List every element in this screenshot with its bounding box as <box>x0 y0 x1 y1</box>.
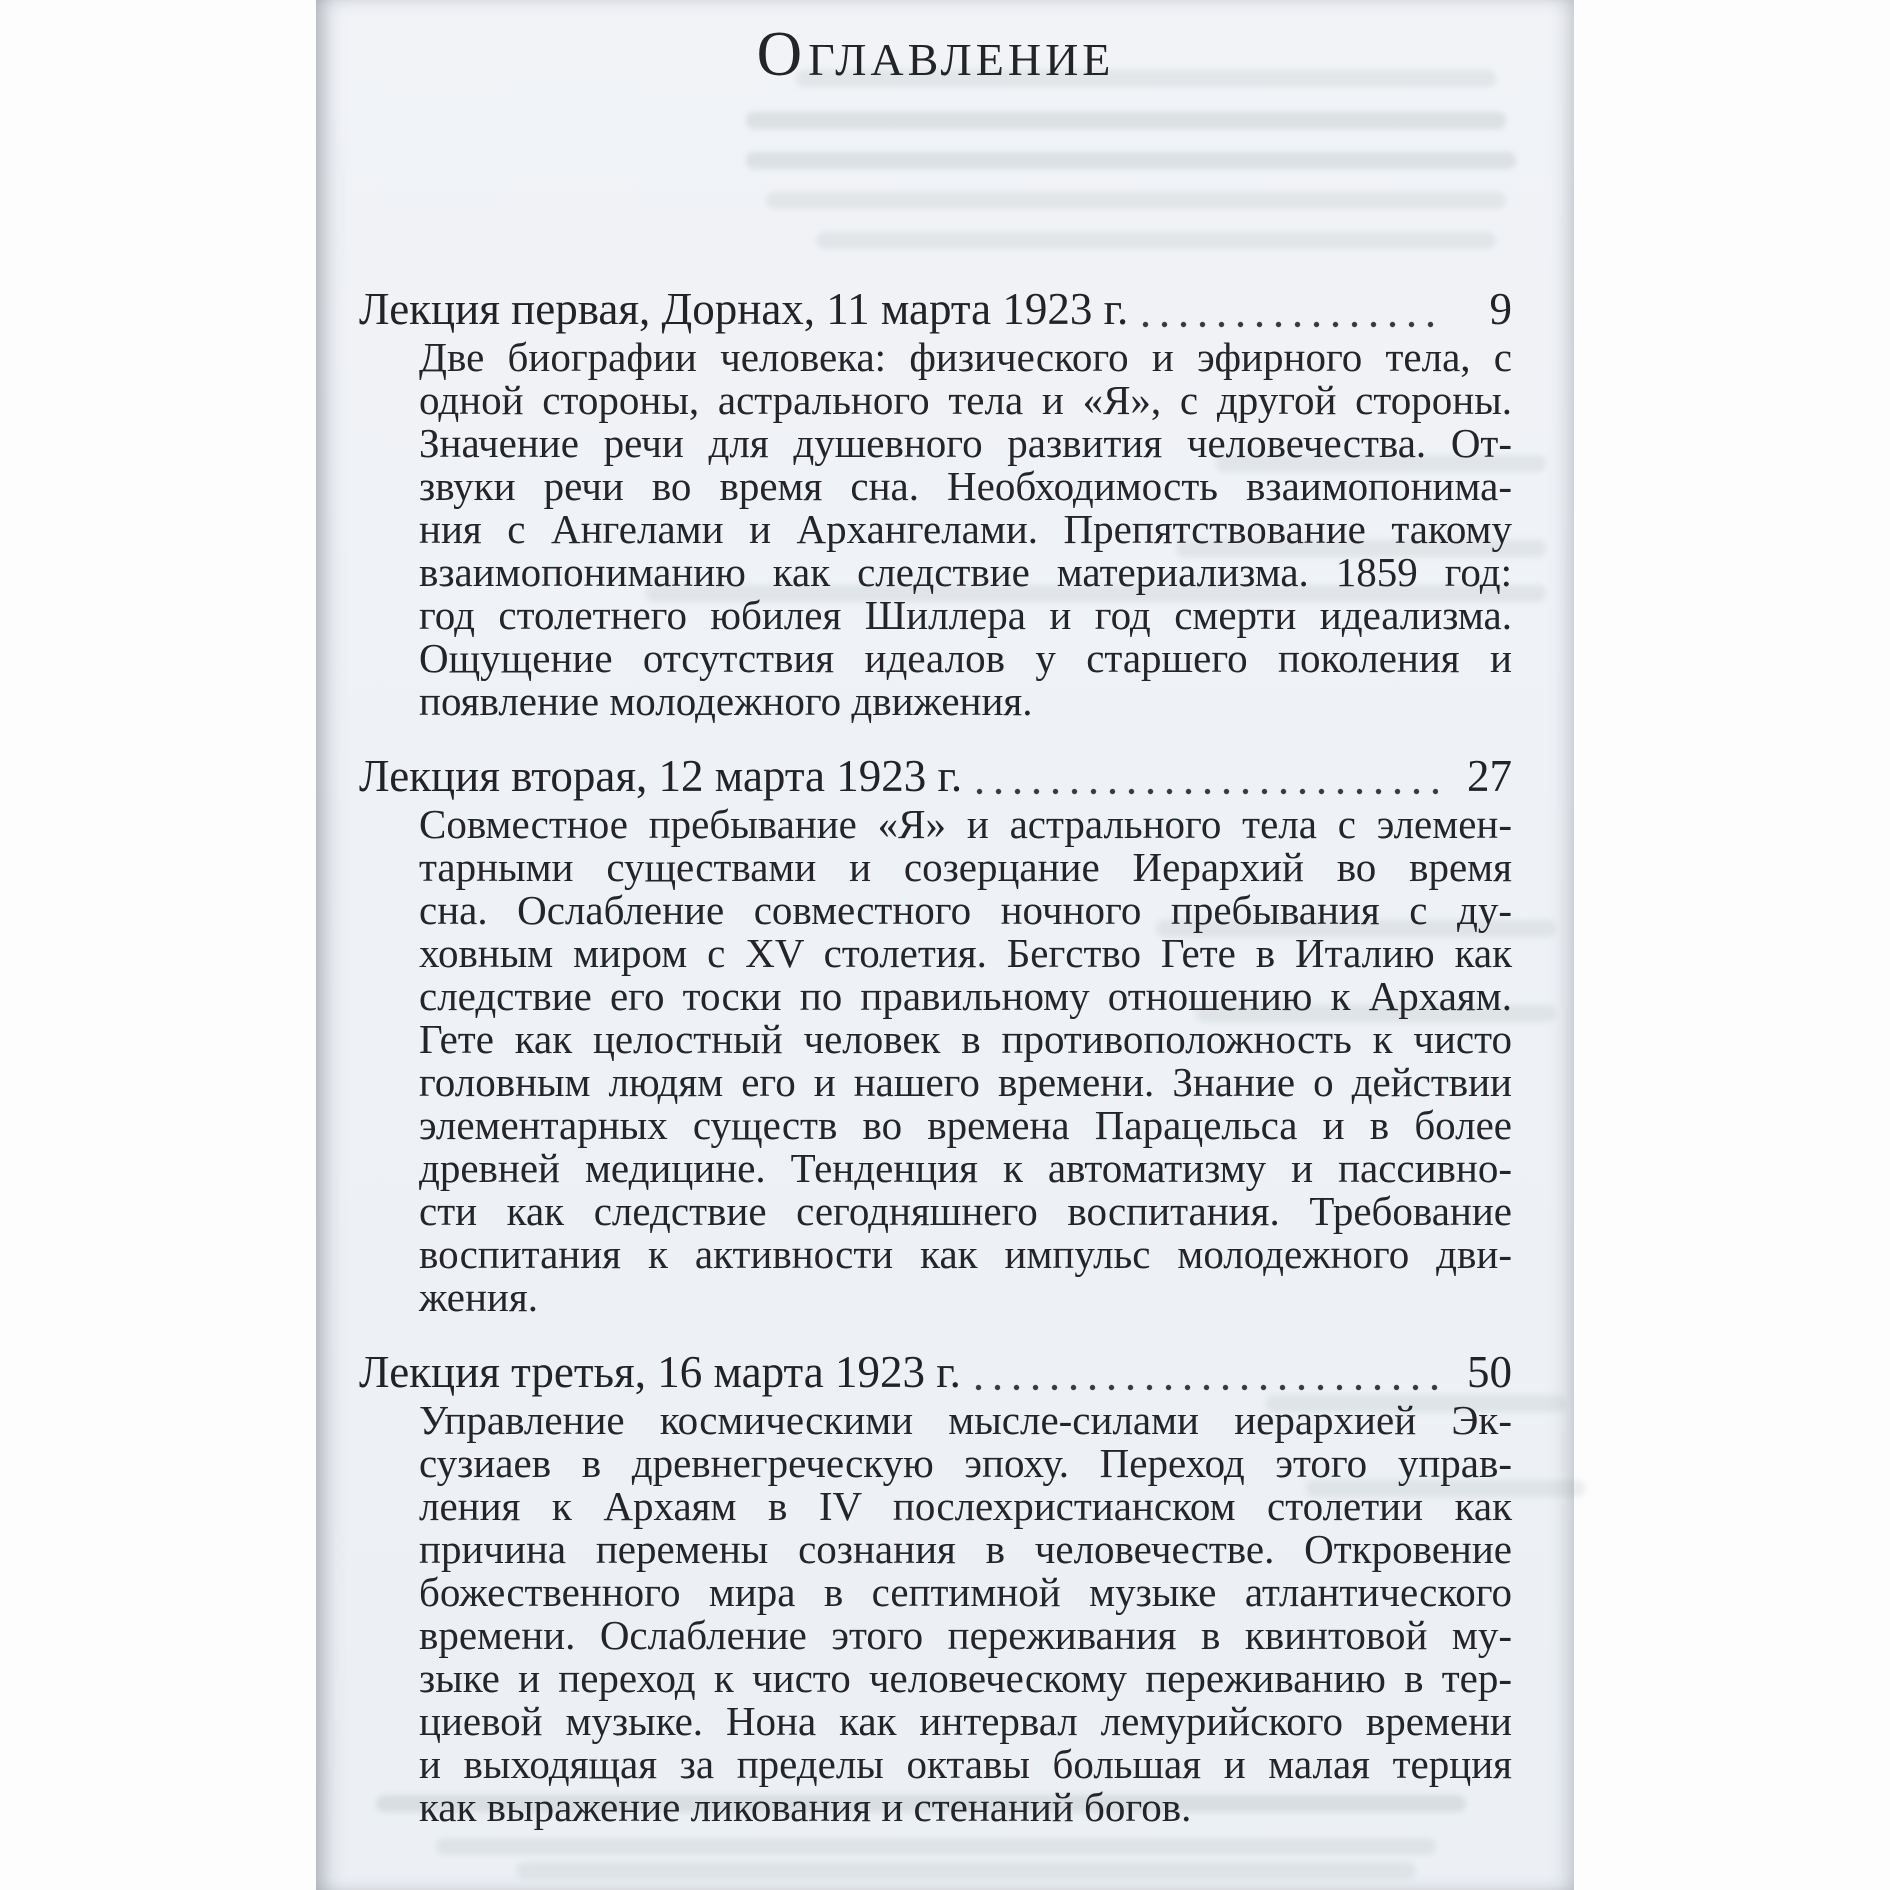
summary-line: ления к Архаям в IV послехристианском столетии как <box>419 1483 1512 1529</box>
summary-line: год столетнего юбилея Шиллера и год смерти идеализма. <box>419 592 1512 638</box>
summary-line: божественного мира в септимной музыке атлантического <box>419 1569 1512 1615</box>
summary-line: сна. Ослабление совместного ночного пребывания с ду- <box>419 887 1512 933</box>
lecture-summary <box>419 1399 1512 1829</box>
dot-leader <box>976 788 1438 795</box>
lecture-title: Лекция вторая, 12 марта 1923 г. <box>359 751 963 801</box>
summary-line: Ощущение отсутствия идеалов у старшего поколения и <box>419 635 1512 681</box>
page-title: ОГЛАВЛЕНИЕ <box>756 19 1115 89</box>
summary-line: ховным миром с XV столетия. Бегство Гете в Италию как <box>419 930 1512 976</box>
summary-line: воспитания к активности как импульс молодежного дви- <box>419 1231 1512 1277</box>
summary-line: сти как следствие сегодняшнего воспитания. Требование <box>419 1188 1512 1234</box>
toc-entry-heading <box>359 282 1512 336</box>
summary-line: ния с Ангелами и Архангелами. Препятствование такому <box>419 506 1512 552</box>
toc-entry-heading <box>359 749 1512 803</box>
summary-line: Значение речи для душевного развития человечества. От- <box>419 420 1512 466</box>
summary-line: Две биографии человека: физического и эфирного тела, с <box>419 334 1512 380</box>
summary-line: и выходящая за пределы октавы большая и малая терция <box>419 1741 1512 1787</box>
summary-line: причина перемены сознания в человечестве. Откровение <box>419 1526 1512 1572</box>
lecture-summary <box>419 803 1512 1319</box>
summary-line: древней медицине. Тенденция к автоматизму и пассивно- <box>419 1145 1512 1191</box>
summary-line: Совместное пребывание «Я» и астрального тела с элемен- <box>419 801 1512 847</box>
bleed-through-line <box>436 1838 1436 1855</box>
summary-line: звуки речи во время сна. Необходимость взаимопонима- <box>419 463 1512 509</box>
summary-line: головным людям его и нашего времени. Знание о действии <box>419 1059 1512 1105</box>
summary-line: появление молодежного движения. <box>419 678 1033 724</box>
lecture-summary <box>419 336 1512 723</box>
toc-entry-heading <box>359 1345 1512 1399</box>
summary-line: циевой музыке. Нона как интервал лемурийского времени <box>419 1698 1512 1744</box>
lecture-title: Лекция первая, Дорнах, 11 марта 1923 г. <box>359 284 1129 334</box>
summary-line: одной стороны, астрального тела и «Я», с другой стороны. <box>419 377 1512 423</box>
summary-line: времени. Ослабление этого переживания в квинтовой му- <box>419 1612 1512 1658</box>
summary-line: следствие его тоски по правильному отношению к Архаям. <box>419 973 1512 1019</box>
summary-line: жения. <box>419 1274 538 1320</box>
bleed-through-line <box>516 1862 1416 1879</box>
summary-line: взаимопониманию как следствие материализма. 1859 год: <box>419 549 1512 595</box>
book-page <box>316 0 1574 1890</box>
summary-line: зыке и переход к чисто человеческому переживанию в тер- <box>419 1655 1512 1701</box>
page-number: 50 <box>1467 1347 1512 1397</box>
dot-leader <box>975 1384 1438 1391</box>
summary-line: тарными существами и созерцание Иерархий во время <box>419 844 1512 890</box>
lecture-title: Лекция третья, 16 марта 1923 г. <box>359 1347 961 1397</box>
toc-entry <box>359 282 1512 723</box>
toc-content <box>359 0 1512 1829</box>
summary-line: Управление космическими мысле-силами иерархией Эк- <box>419 1397 1512 1443</box>
summary-line: элементарных существ во времена Парацельса и в более <box>419 1102 1512 1148</box>
page-number: 9 <box>1489 284 1512 334</box>
toc-entry <box>359 1345 1512 1829</box>
summary-line: Гете как целостный человек в противоположность к чисто <box>419 1016 1512 1062</box>
dot-leader <box>1142 321 1438 328</box>
summary-line: как выражение ликования и стенаний богов. <box>419 1784 1192 1830</box>
toc-entry <box>359 749 1512 1319</box>
toc-entries <box>359 282 1512 1829</box>
summary-line: сузиаев в древнегреческую эпоху. Переход этого управ- <box>419 1440 1512 1486</box>
page-number: 27 <box>1467 751 1512 801</box>
